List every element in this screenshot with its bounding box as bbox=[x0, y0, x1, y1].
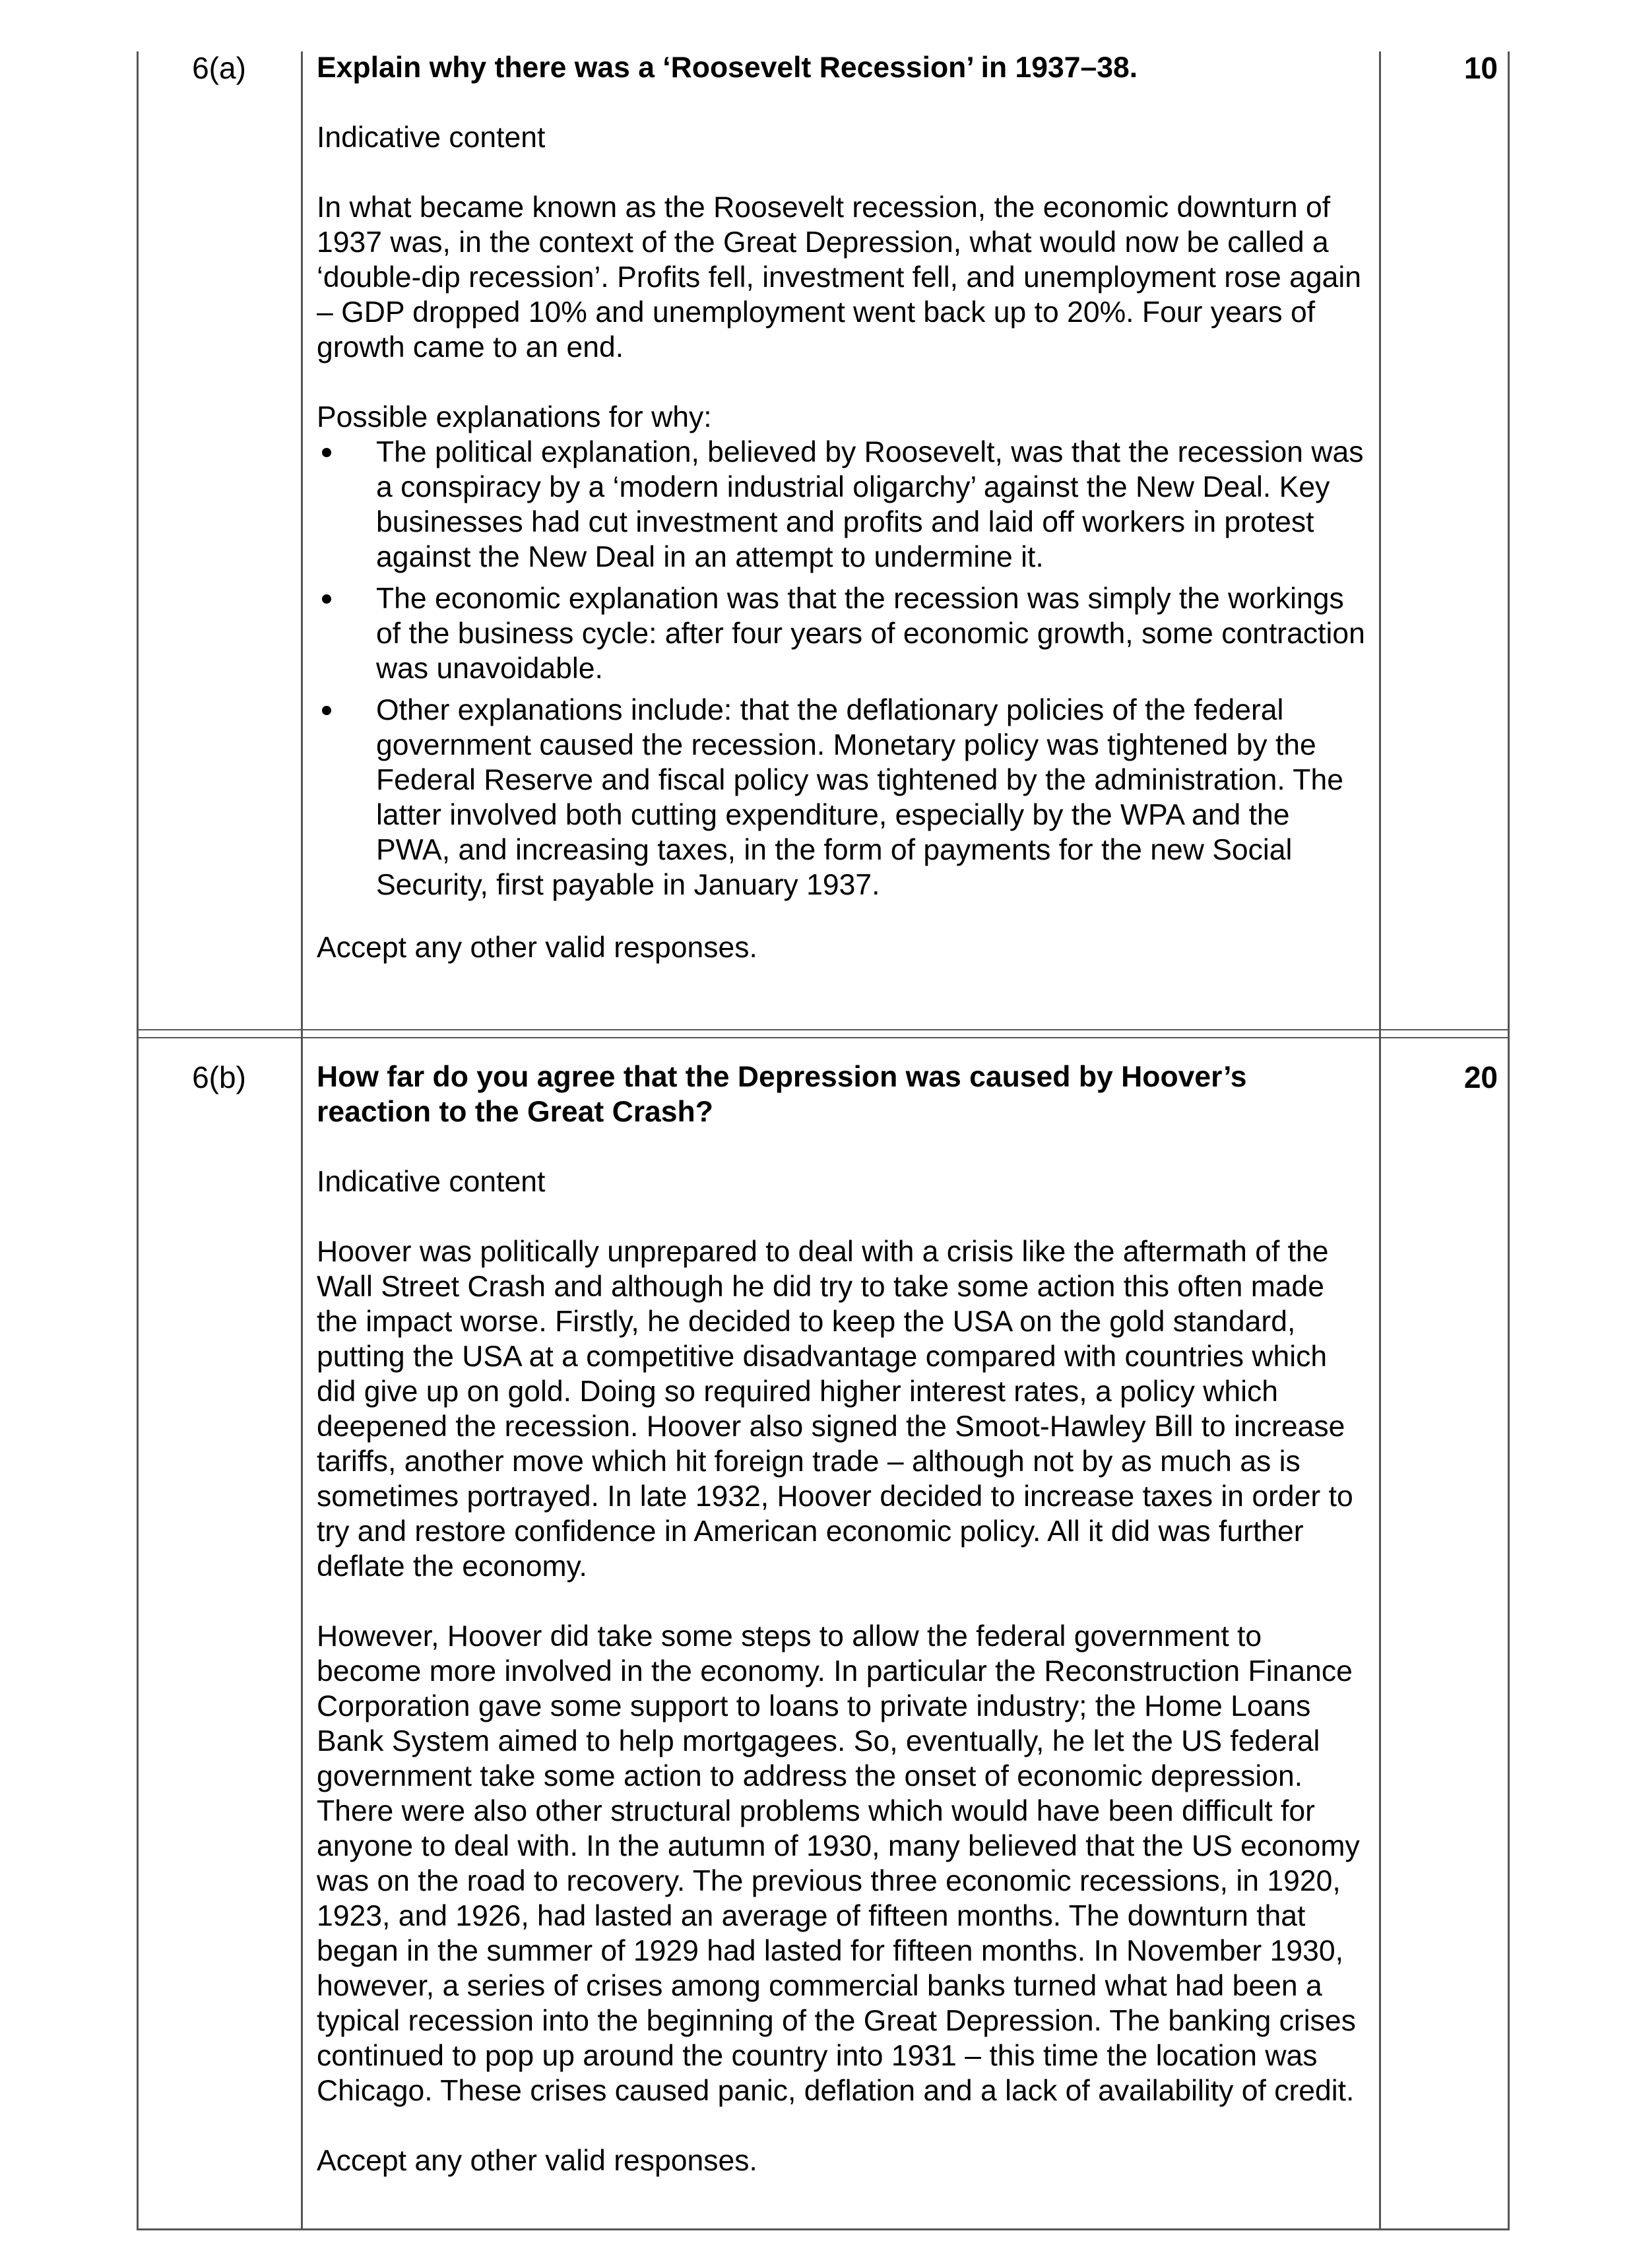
row-separator-bottom bbox=[137, 1037, 1510, 1038]
question-marks: 10 bbox=[1463, 51, 1498, 85]
closing-note: Accept any other valid responses. bbox=[317, 931, 757, 964]
closing-note: Accept any other valid responses. bbox=[317, 2145, 757, 2177]
list-item-text: The economic explanation was that the recession was simply the workings of the business cycle: after four years of economic growth, some contraction was unavoidable. bbox=[376, 583, 1365, 685]
body-paragraph: Hoover was politically unprepared to deal with a crisis like the aftermath of the Wall Street Crash and although he did try to take some action this often made the impact worse. Firstly, he decided to keep the USA on the gold standard, putting the USA at a competitive disadvantage compared with countries which did give up on gold. Doing so required higher interest rates, a policy which deepened the recession. Hoover also signed the Smoot-Hawley Bill to increase tariffs, another move which hit foreign trade – although not by as much as is sometimes portrayed. In late 1932, Hoover decided to increase taxes in order to try and restore confidence in American economic policy. All it did was further deflate the economy. bbox=[317, 1236, 1353, 1583]
answer-cell bbox=[317, 1059, 1367, 2178]
list-item bbox=[317, 693, 1367, 902]
indicative-content-heading: Indicative content bbox=[317, 1166, 546, 1198]
explanation-list bbox=[317, 435, 1367, 902]
question-text: Explain why there was a ‘Roosevelt Recession’ in 1937–38. bbox=[317, 51, 1138, 84]
row-separator-top bbox=[137, 1029, 1510, 1030]
list-item-text: The political explanation, believed by Roosevelt, was that the recession was a conspiracy by a ‘modern industrial oligarchy’ against the New Deal. Key businesses had cut investment and profits and laid off workers in protest against the New Deal in an attempt to undermine it. bbox=[376, 436, 1364, 573]
table-border-right bbox=[1508, 51, 1510, 2230]
question-number: 6(a) bbox=[192, 51, 246, 85]
intro-paragraph: In what became known as the Roosevelt recession, the economic downturn of 1937 was, in the context of the Great Depression, what would now be called a ‘double-dip recession’. Profits fell, investment fell, and unemployment rose again – GDP dropped 10% and unemployment went back up to 20%. Four years of growth came to an end. bbox=[317, 191, 1362, 363]
explanations-lead: Possible explanations for why: bbox=[317, 401, 712, 433]
column-divider-marks bbox=[1379, 51, 1381, 2230]
table-border-bottom bbox=[137, 2228, 1510, 2230]
bullet-icon bbox=[322, 594, 331, 604]
list-item bbox=[317, 435, 1367, 575]
question-number: 6(b) bbox=[192, 1060, 246, 1094]
list-item-text: Other explanations include: that the deflationary policies of the federal government caused the recession. Monetary policy was tightened by the Federal Reserve and fiscal policy was tightened by the administration. The latter involved both cutting expenditure, especially by the WPA and the PWA, and increasing taxes, in the form of payments for the new Social Security, first payable in January 1937. bbox=[376, 694, 1343, 901]
bullet-icon bbox=[322, 448, 331, 457]
body-paragraph: However, Hoover did take some steps to allow the federal government to become more involved in the economy. In particular the Reconstruction Finance Corporation gave some support to loans to private industry; the Home Loans Bank System aimed to help mortgagees. So, eventually, he let the US federal government take some action to address the onset of economic depression. There were also other structural problems which would have been difficult for anyone to deal with. In the autumn of 1930, many believed that the US economy was on the road to recovery. The previous three economic recessions, in 1920, 1923, and 1926, had lasted an average of fifteen months. The downturn that began in the summer of 1929 had lasted for fifteen months. In November 1930, however, a series of crises among commercial banks turned what had been a typical recession into the beginning of the Great Depression. The banking crises continued to pop up around the country into 1931 – this time the location was Chicago. These crises caused panic, deflation and a lack of availability of credit. bbox=[317, 1620, 1360, 2107]
answer-cell bbox=[317, 50, 1367, 965]
indicative-content-heading: Indicative content bbox=[317, 121, 546, 154]
question-text: How far do you agree that the Depression was caused by Hoover’s reaction to the Great Crash? bbox=[317, 1061, 1247, 1128]
column-divider-question bbox=[301, 51, 303, 2230]
table-border-left bbox=[137, 51, 139, 2230]
list-item bbox=[317, 581, 1367, 686]
question-marks: 20 bbox=[1463, 1060, 1498, 1094]
bullet-icon bbox=[322, 706, 331, 715]
